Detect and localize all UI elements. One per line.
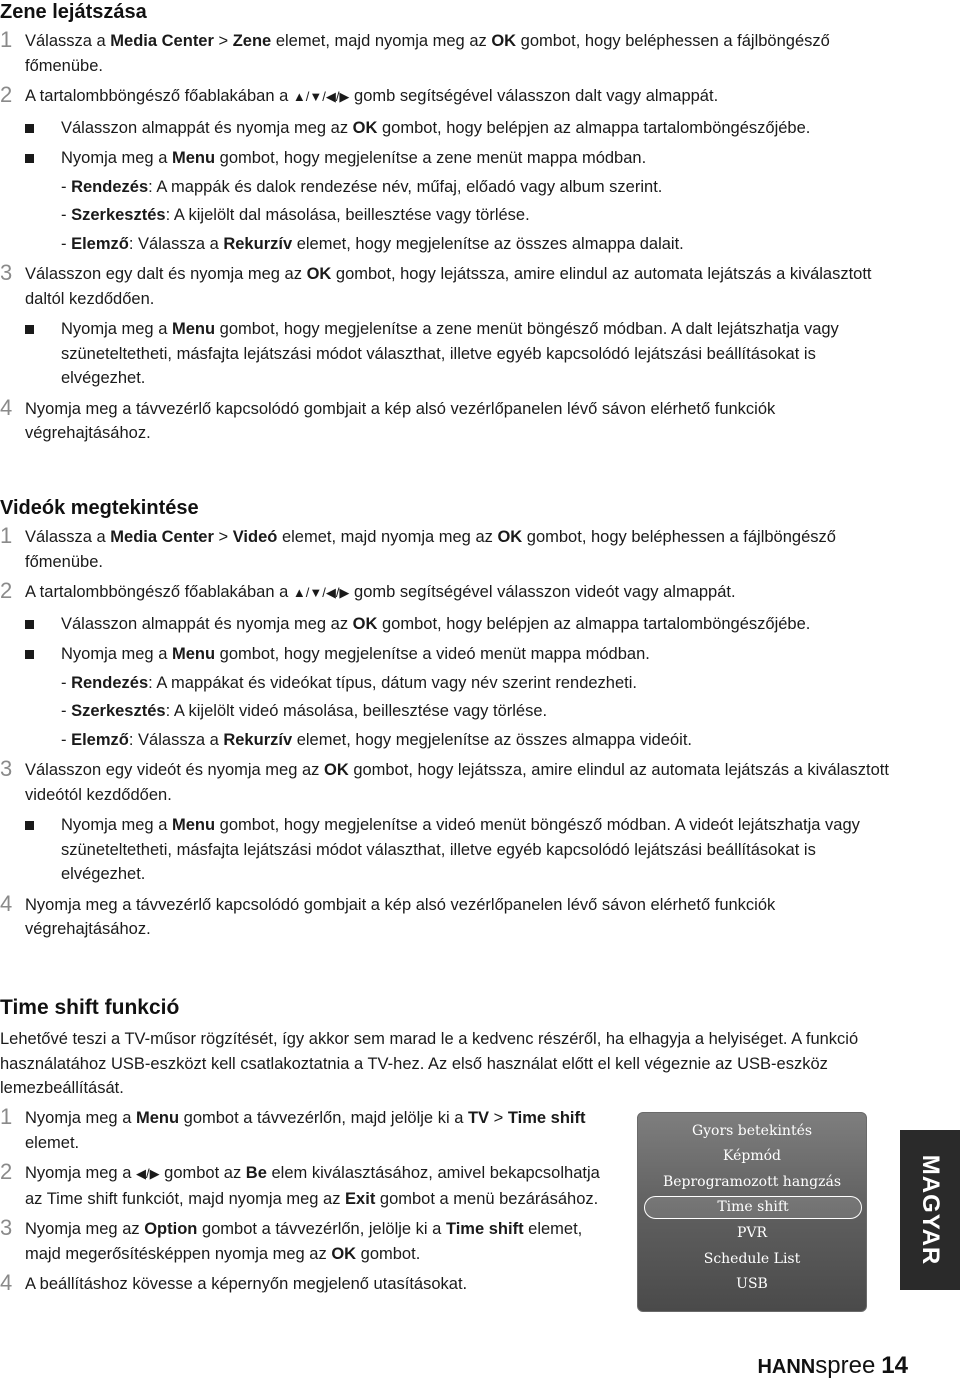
video-bullet-3: Nyomja meg a Menu gombot, hogy megjelenítse a videó menüt böngésző módban. A videót lejátszhatja vagy szüneteltetheti, másfajta lejátszási módot választhat, illetve egyéb kapcsolódó lejátszási beállításokat is elvégezhet.: [0, 813, 900, 887]
video-bullet-2: Nyomja meg a Menu gombot, hogy megjelenítse a videó menüt mappa módban.: [0, 642, 900, 667]
step-number: 4: [0, 890, 13, 916]
arrow-keys-icon: ▲/▼/◀/▶: [292, 89, 350, 104]
music-sub-edit: - Szerkesztés: A kijelölt dal másolása, beillesztése vagy törlése.: [61, 206, 530, 224]
video-step-1: 1 Válassza a Media Center > Videó elemet, majd nyomja meg az OK gombot, hogy beléphessen a fájlböngésző főmenübe.: [0, 523, 836, 571]
step-number: 3: [0, 260, 13, 285]
section-title-video: Videók megtekintése: [0, 497, 199, 519]
video-bullet-1: Válasszon almappát és nyomja meg az OK gombot, hogy belépjen az almappa tartalomböngészőjébe.: [0, 612, 900, 637]
video-section: [0, 496, 900, 942]
language-label: MAGYAR: [917, 1154, 944, 1266]
page-number: 14: [881, 1352, 908, 1379]
bullet-square-icon: [25, 154, 34, 163]
timeshift-step-3: 3 Nyomja meg az Option gombot a távvezérlőn, jelölje ki a Time shift elemet, majd megerősítésképpen nyomja meg az OK gombot.: [0, 1215, 583, 1263]
music-sub-sort: - Rendezés: A mappák és dalok rendezése név, műfaj, előadó vagy album szerint.: [61, 177, 663, 196]
brand-logo-hann: HANN: [757, 1356, 816, 1378]
video-sub-edit: - Szerkesztés: A kijelölt videó másolása, beillesztése vagy törlése.: [61, 702, 548, 720]
page-footer: [757, 1352, 908, 1380]
music-bullet-3: Nyomja meg a Menu gombot, hogy megjelenítse a zene menüt böngésző módban. A dalt lejátszhatja vagy szüneteltetheti, másfajta lejátszási módot választhat, illetve egyéb kapcsolódó lejátszási beállításokat is elvégezhet.: [0, 317, 900, 391]
video-sub-sort: - Rendezés: A mappákat és videókat típus, dátum vagy név szerint rendezheti.: [61, 673, 637, 692]
step-number: 2: [0, 1159, 13, 1184]
tv-menu-item[interactable]: Beprogramozott hangzás: [662, 1174, 842, 1190]
tv-menu-item[interactable]: USB: [736, 1276, 768, 1292]
music-sub-parser: - Elemző: Válassza a Rekurzív elemet, hogy megjelenítse az összes almappa dalait.: [61, 234, 684, 253]
music-step-3: 3 Válasszon egy dalt és nyomja meg az OK gombot, hogy lejátssza, amire elindul az automata lejátszás a kiválasztott daltól kezdődően.: [0, 260, 872, 308]
video-step-3: 3 Válasszon egy videót és nyomja meg az OK gombot, hogy lejátssza, amire elindul az automata lejátszás a kiválasztott videótól kezdődően.: [0, 756, 889, 804]
tv-menu-item[interactable]: PVR: [736, 1225, 768, 1241]
timeshift-section: [0, 996, 900, 1101]
music-bullet-1: Válasszon almappát és nyomja meg az OK gombot, hogy belépjen az almappa tartalomböngészőjébe.: [0, 116, 900, 141]
tv-menu-item[interactable]: Képmód: [723, 1148, 781, 1164]
video-step-4: 4 Nyomja meg a távvezérlő kapcsolódó gombjait a kép alsó vezérlőpanelen lévő sávon elérhető funkciók végrehajtásához.: [0, 890, 776, 938]
music-bullet-2: Nyomja meg a Menu gombot, hogy megjelenítse a zene menüt mappa módban.: [0, 146, 900, 171]
tv-menu-item[interactable]: Gyors betekintés: [691, 1123, 813, 1139]
bullet-square-icon: [25, 124, 34, 133]
arrow-keys-icon: ▲/▼/◀/▶: [292, 585, 350, 600]
timeshift-step-4: 4 A beállításhoz kövesse a képernyőn megjelenő utasításokat.: [0, 1270, 468, 1295]
timeshift-intro: Lehetővé teszi a TV-műsor rögzítését, így akkor sem marad le a kedvenc részéről, ha elhagyja a helyiséget. A funkció használatához USB-eszközt kell csatlakoztatnia a TV-hez. Az első használat előtt el kell végeznie az USB-eszköz lemezbeállítását.: [0, 1030, 859, 1097]
music-step-1: 1 Válassza a Media Center > Zene elemet, majd nyomja meg az OK gombot, hogy beléphessen a fájlböngésző főmenübe.: [0, 27, 830, 75]
brand-logo-spree: spree: [815, 1352, 876, 1379]
step-number: 4: [0, 1270, 13, 1295]
step-number: 2: [0, 578, 13, 603]
step-number: 1: [0, 1104, 13, 1129]
timeshift-step-1: 1 Nyomja meg a Menu gombot a távvezérlőn, majd jelölje ki a TV > Time shift elemet.: [0, 1104, 586, 1152]
video-sub-parser: - Elemző: Válassza a Rekurzív elemet, hogy megjelenítse az összes almappa videóit.: [61, 730, 693, 749]
language-side-tab: [900, 1130, 960, 1290]
arrow-keys-icon: ◀/▶: [135, 1166, 160, 1181]
tv-menu-item[interactable]: Schedule List: [703, 1251, 801, 1267]
music-section: [0, 0, 900, 446]
tv-menu-item-selected[interactable]: Time shift: [644, 1196, 862, 1219]
music-step-2: 2 A tartalombböngésző főablakában a ▲/▼/◀/▶ gomb segítségével válasszon dalt vagy almappát.: [0, 82, 719, 107]
timeshift-step-2: 2 Nyomja meg a ◀/▶ gombot az Be elem kiválasztásához, amivel bekapcsolhatja az Time shift funkciót, majd nyomja meg az Exit gombot a menü bezárásához.: [0, 1159, 600, 1208]
video-step-2: 2 A tartalombböngésző főablakában a ▲/▼/◀/▶ gomb segítségével válasszon videót vagy almappát.: [0, 578, 736, 603]
section-title-music: Zene lejátszása: [0, 1, 147, 23]
music-step-4: 4 Nyomja meg a távvezérlő kapcsolódó gombjait a kép alsó vezérlőpanelen lévő sávon elérhető funkciók végrehajtásához.: [0, 394, 776, 442]
step-number: 4: [0, 394, 13, 420]
step-number: 2: [0, 82, 13, 107]
bullet-square-icon: [25, 620, 34, 629]
timeshift-steps: [0, 1100, 600, 1297]
bullet-square-icon: [25, 821, 34, 830]
bullet-square-icon: [25, 650, 34, 659]
section-title-timeshift: Time shift funkció: [0, 996, 180, 1019]
step-number: 3: [0, 1215, 13, 1240]
step-number: 1: [0, 27, 13, 52]
step-number: 1: [0, 523, 13, 548]
bullet-square-icon: [25, 325, 34, 334]
step-number: 3: [0, 756, 13, 781]
tv-menu-screenshot: [637, 1112, 867, 1312]
